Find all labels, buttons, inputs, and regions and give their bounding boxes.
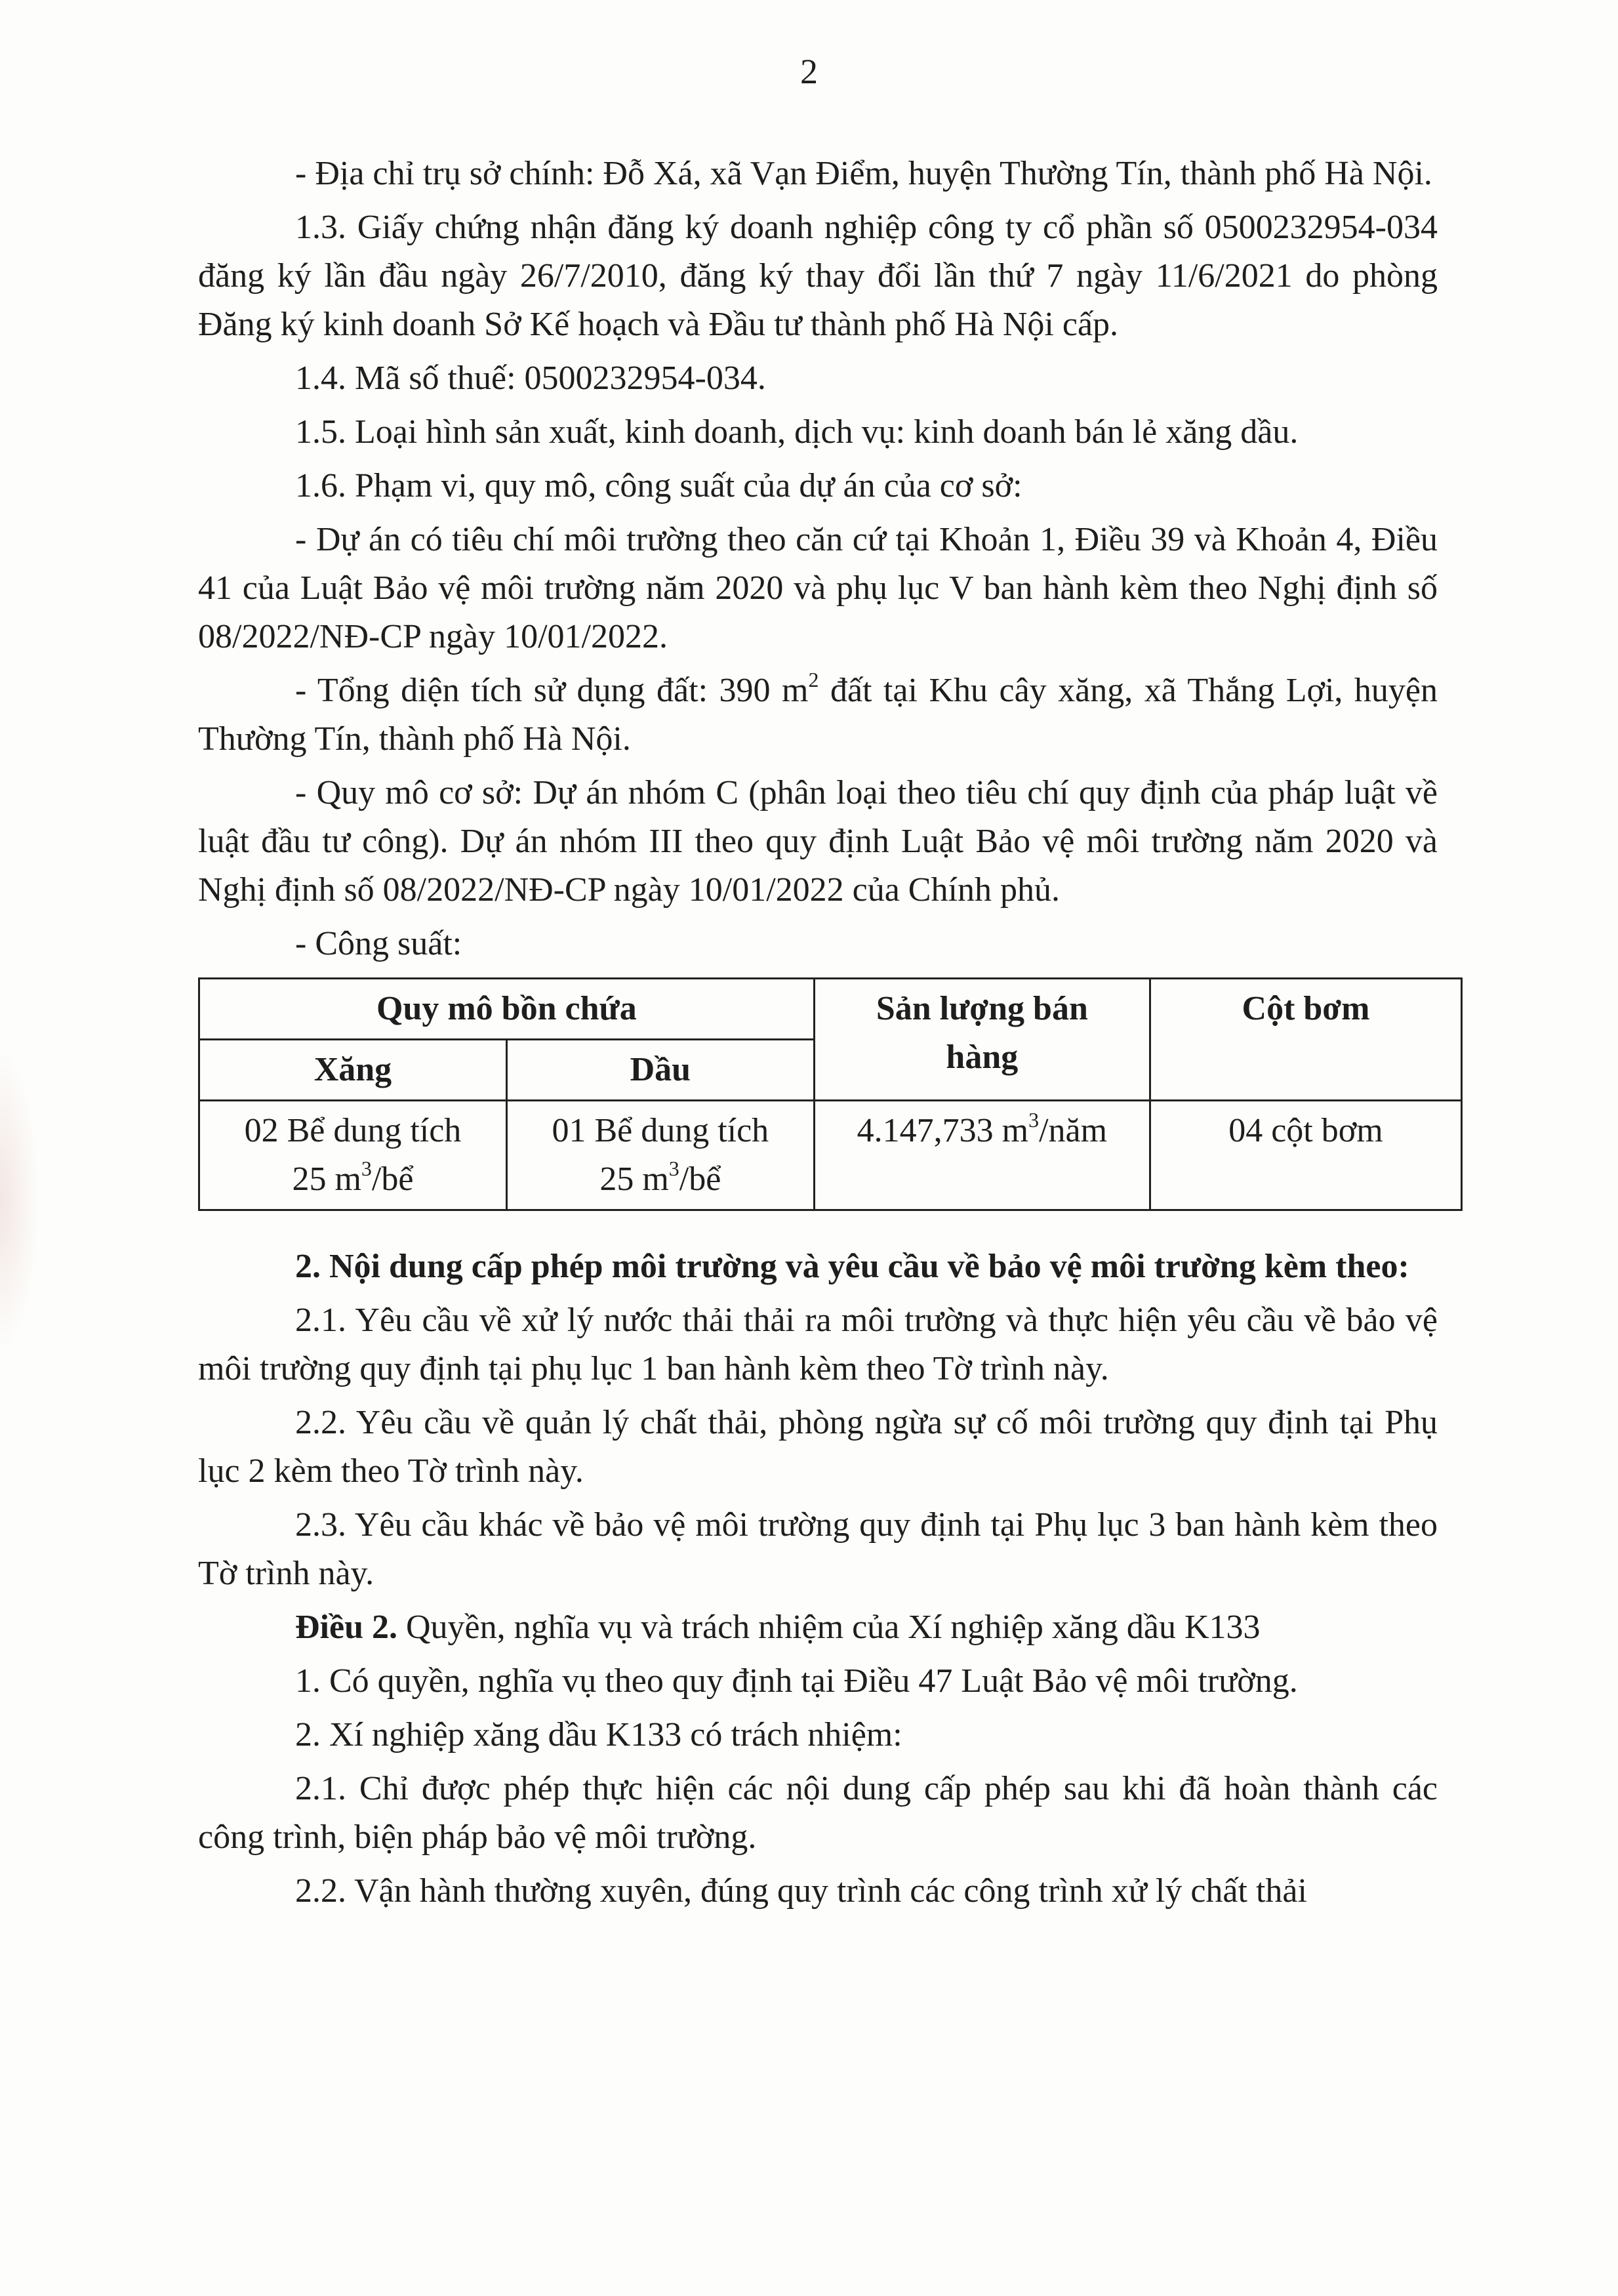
article2-title: Quyền, nghĩa vụ và trách nhiệm của Xí nghiệp xăng dầu K133	[397, 1609, 1261, 1646]
header-sales-line1: Sản lượng bán	[876, 990, 1088, 1027]
cell-sales-volume	[814, 1101, 1150, 1210]
business-type: 1.5. Loại hình sản xuất, kinh doanh, dịch vụ: kinh doanh bán lẻ xăng dầu.	[295, 413, 1299, 451]
article2-item-3: 2.1. Chỉ được phép thực hiện các nội dung cấp phép sau khi đã hoàn thành các công trình, biện pháp bảo vệ môi trường.	[198, 1770, 1438, 1856]
sales-value: 4.147,733 m	[857, 1112, 1029, 1149]
header-oil: Dầu	[506, 1040, 814, 1101]
sales-sup: 3	[1028, 1108, 1040, 1132]
header-sales	[814, 979, 1150, 1101]
section2-item-3: 2.3. Yêu cầu khác về bảo vệ môi trường quy định tại Phụ lục 3 ban hành kèm theo Tờ trình này.	[198, 1506, 1438, 1592]
section2-title: 2. Nội dung cấp phép môi trường và yêu cầu về bảo vệ môi trường kèm theo:	[295, 1248, 1409, 1285]
tax-code: 1.4. Mã số thuế: 0500232954-034.	[295, 359, 766, 397]
petrol-vol: 25 m	[292, 1160, 361, 1198]
article2-item-4: 2.2. Vận hành thường xuyên, đúng quy trình các công trình xử lý chất thải	[295, 1872, 1307, 1910]
cell-petrol-tanks	[199, 1101, 507, 1210]
document-body	[198, 150, 1438, 1921]
project-group: - Quy mô cơ sở: Dự án nhóm C (phân loại theo tiêu chí quy định của pháp luật về luật đầu tư công). Dự án nhóm III theo quy định Luật Bảo vệ môi trường năm 2020 và Nghị định số 08/2022/NĐ-CP ngày 10/01/2022 của Chính phủ.	[198, 774, 1438, 909]
article2-item-1: 1. Có quyền, nghĩa vụ theo quy định tại Điều 47 Luật Bảo vệ môi trường.	[295, 1662, 1298, 1700]
table-row	[199, 1101, 1462, 1210]
capacity-table	[198, 977, 1463, 1211]
project-scope-heading: 1.6. Phạm vi, quy mô, công suất của dự án của cơ sở:	[295, 467, 1022, 504]
land-area-location: đất tại Khu cây xăng, xã Thắng Lợi, huyện Thường Tín, thành phố Hà Nội.	[198, 672, 1438, 758]
article2-item-2: 2. Xí nghiệp xăng dầu K133 có trách nhiệm:	[295, 1716, 902, 1753]
hq-address: - Địa chỉ trụ sở chính: Đỗ Xá, xã Vạn Điểm, huyện Thường Tín, thành phố Hà Nội.	[295, 155, 1432, 192]
header-petrol: Xăng	[199, 1040, 507, 1101]
oil-vol-sup: 3	[668, 1157, 679, 1180]
cell-oil-tanks	[506, 1101, 814, 1210]
business-registration: 1.3. Giấy chứng nhận đăng ký doanh nghiệp công ty cổ phần số 0500232954-034 đăng ký lần đầu ngày 26/7/2010, đăng ký thay đổi lần thứ 7 ngày 11/6/2021 do phòng Đăng ký kinh doanh Sở Kế hoạch và Đầu tư thành phố Hà Nội cấp.	[198, 209, 1438, 343]
petrol-line1: 02 Bể dung tích	[244, 1112, 462, 1149]
section2-item-2: 2.2. Yêu cầu về quản lý chất thải, phòng ngừa sự cố môi trường quy định tại Phụ lục 2 kèm theo Tờ trình này.	[198, 1404, 1438, 1490]
land-area-sup: 2	[808, 668, 819, 691]
oil-unit: /bể	[679, 1160, 721, 1198]
stamp-edge	[0, 1050, 39, 1351]
article2-label: Điều 2.	[295, 1609, 397, 1646]
oil-line1: 01 Bể dung tích	[552, 1112, 769, 1149]
header-sales-line2: hàng	[946, 1038, 1019, 1076]
cell-pumps: 04 cột bơm	[1150, 1101, 1461, 1210]
land-area-text: - Tổng diện tích sử dụng đất: 390 m	[295, 672, 809, 709]
header-storage: Quy mô bồn chứa	[199, 979, 815, 1040]
petrol-vol-sup: 3	[361, 1157, 372, 1180]
petrol-unit: /bể	[371, 1160, 414, 1198]
sales-unit: /năm	[1039, 1112, 1108, 1149]
oil-vol: 25 m	[599, 1160, 669, 1198]
land-area	[198, 666, 1438, 764]
section2-item-1: 2.1. Yêu cầu về xử lý nước thải thải ra môi trường và thực hiện yêu cầu về bảo vệ môi trường quy định tại phụ lục 1 ban hành kèm theo Tờ trình này.	[198, 1302, 1438, 1387]
article2-heading	[198, 1603, 1438, 1652]
page-number: 2	[800, 52, 818, 91]
environmental-criteria: - Dự án có tiêu chí môi trường theo căn cứ tại Khoản 1, Điều 39 và Khoản 4, Điều 41 của Luật Bảo vệ môi trường năm 2020 và phụ lục V ban hành kèm theo Nghị định số 08/2022/NĐ-CP ngày 10/01/2022.	[198, 521, 1438, 655]
capacity-label: - Công suất:	[295, 925, 462, 962]
header-pumps: Cột bơm	[1150, 979, 1461, 1101]
